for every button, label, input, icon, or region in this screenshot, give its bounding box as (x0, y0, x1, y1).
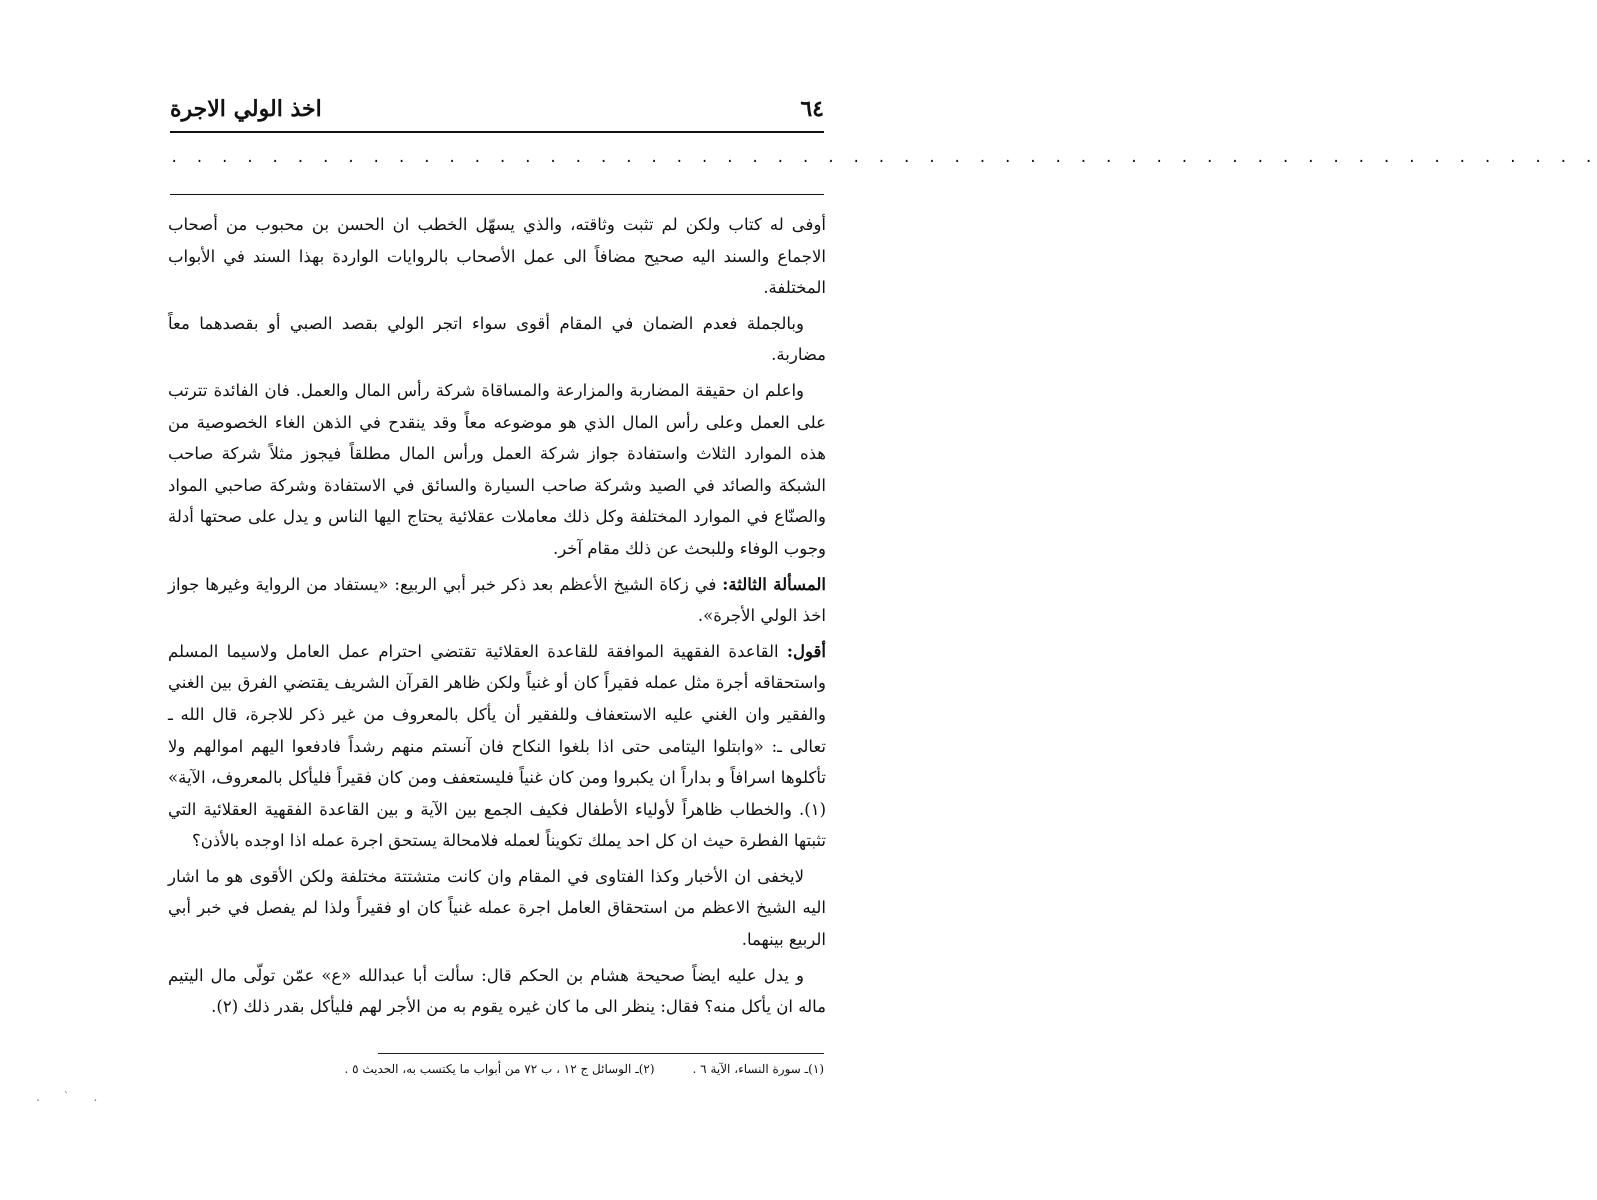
footnote-2: (٢)ـ الوسائل ج ١٢ ، ب ٧٢ من أبواب ما يكتسب به، الحديث ٥ . (344, 1062, 655, 1076)
dotted-separator: . . . . . . . . . . . . . . . . . . . . . . . . . . . . . . . . . . . . . . . . . . . . . . . . . . . . . . . . . (170, 150, 1597, 166)
comment-label: أقول: (786, 641, 826, 661)
footnote-1: (١)ـ سورة النساء، الآية ٦ . (692, 1062, 824, 1076)
paragraph: و يدل عليه ايضاً صحيحة هشام بن الحكم قال: سألت أبا عبدالله «ع» عمّن تولّى مال اليتيم ماله ان يأكل منه؟ فقال: ينظر الى ما كان غيره يقوم به من الأجر لهم فليأكل بقدر ذلك (٢). (168, 965, 826, 1017)
header-rule (170, 131, 824, 133)
comment-text: القاعدة الفقهية الموافقة للقاعدة العقلائية تقتضي احترام عمل العامل ولاسيما المسلم واستحقاقه أجرة مثل عمله فقيراً كان أو غنياً ولكن ظاهر القرآن الشريف يقتضي الفرق بين الغني والفقير وان الغني عليه الاستعفاف وللفقير أن يأكل بالمعروف من غير ذكر للاجرة، قال الله ـ تعالى ـ: «وابتلوا اليتامى حتى اذا بلغوا النكاح فان آنستم منهم رشداً فادفعوا اليهم اموالهم ولا تأكلوها اسرافاً و بداراً ان يكبروا ومن كان غنياً فليستعفف ومن كان فقيراً فليأكل بالمعروف، الآية» (١). والخطاب ظاهراً لأولياء الأطفال فكيف الجمع بين الآية و بين القاعدة الفقهية العقلائية التي تثبتها الفطرة حيث ان كل احد يملك تكويناً لعمله فلامحالة يستحق اجرة عمله اذا اوجده بالأذن؟ (168, 641, 826, 851)
paragraph: أوفى له كتاب ولكن لم تثبت وثاقته، والذي يسهّل الخطب ان الحسن بن محبوب من أصحاب الاجماع والسند اليه صحيح مضافاً الى عمل الأصحاب بالروايات الواردة بهذا السند في الأبواب المختلفة. (168, 215, 826, 298)
paragraph: وبالجملة فعدم الضمان في المقام أقوى سواء اتجر الولي بقصد الصبي أو بقصدهما معاً مضاربة. (168, 313, 826, 365)
footnote-rule (378, 1053, 824, 1054)
page-number: ٦٤ (800, 96, 824, 122)
running-title: اخذ الولي الاجرة (170, 96, 322, 122)
paragraph (168, 636, 826, 857)
footnotes (230, 1062, 824, 1076)
issue-label: المسألة الثالثة: (722, 574, 827, 594)
body-text (168, 209, 826, 1027)
paragraph (168, 569, 826, 632)
paragraph: لايخفى ان الأخبار وكذا الفتاوى في المقام وان كانت متشتتة مختلفة ولكن الأقوى هو ما اشار اليه الشيخ الاعظم من استحقاق العامل اجرة عمله غنياً كان او فقيراً ولذا لم يفصل في خبر أبي الربيع بينهما. (168, 866, 826, 950)
scan-specks: . ` . (36, 1090, 108, 1104)
page-header (170, 92, 824, 126)
paragraph: واعلم ان حقيقة المضاربة والمزارعة والمساقاة شركة رأس المال والعمل. فان الفائدة تترتب على العمل وعلى رأس المال الذي هو موضوعه معاً وقد ينقدح في الذهن الغاء الخصوصية من هذه الموارد الثلاث واستفادة جواز شركة العمل ورأس المال مطلقاً فيجوز مثلاً شركة صاحب الشبكة والصائد في الصيد وشركة صاحب السيارة والسائق في الاستفادة وشركة صاحبي المواد والصنّاع في الموارد المختلفة وكل ذلك معاملات عقلائية يحتاج اليها الناس و يدل على صحتها أدلة وجوب الوفاء وللبحث عن ذلك مقام آخر. (168, 380, 826, 558)
section-rule (170, 194, 824, 195)
issue-text: في زكاة الشيخ الأعظم بعد ذكر خبر أبي الربيع: «يستفاد من الرواية وغيرها جواز اخذ الولي الأجرة». (168, 574, 826, 626)
